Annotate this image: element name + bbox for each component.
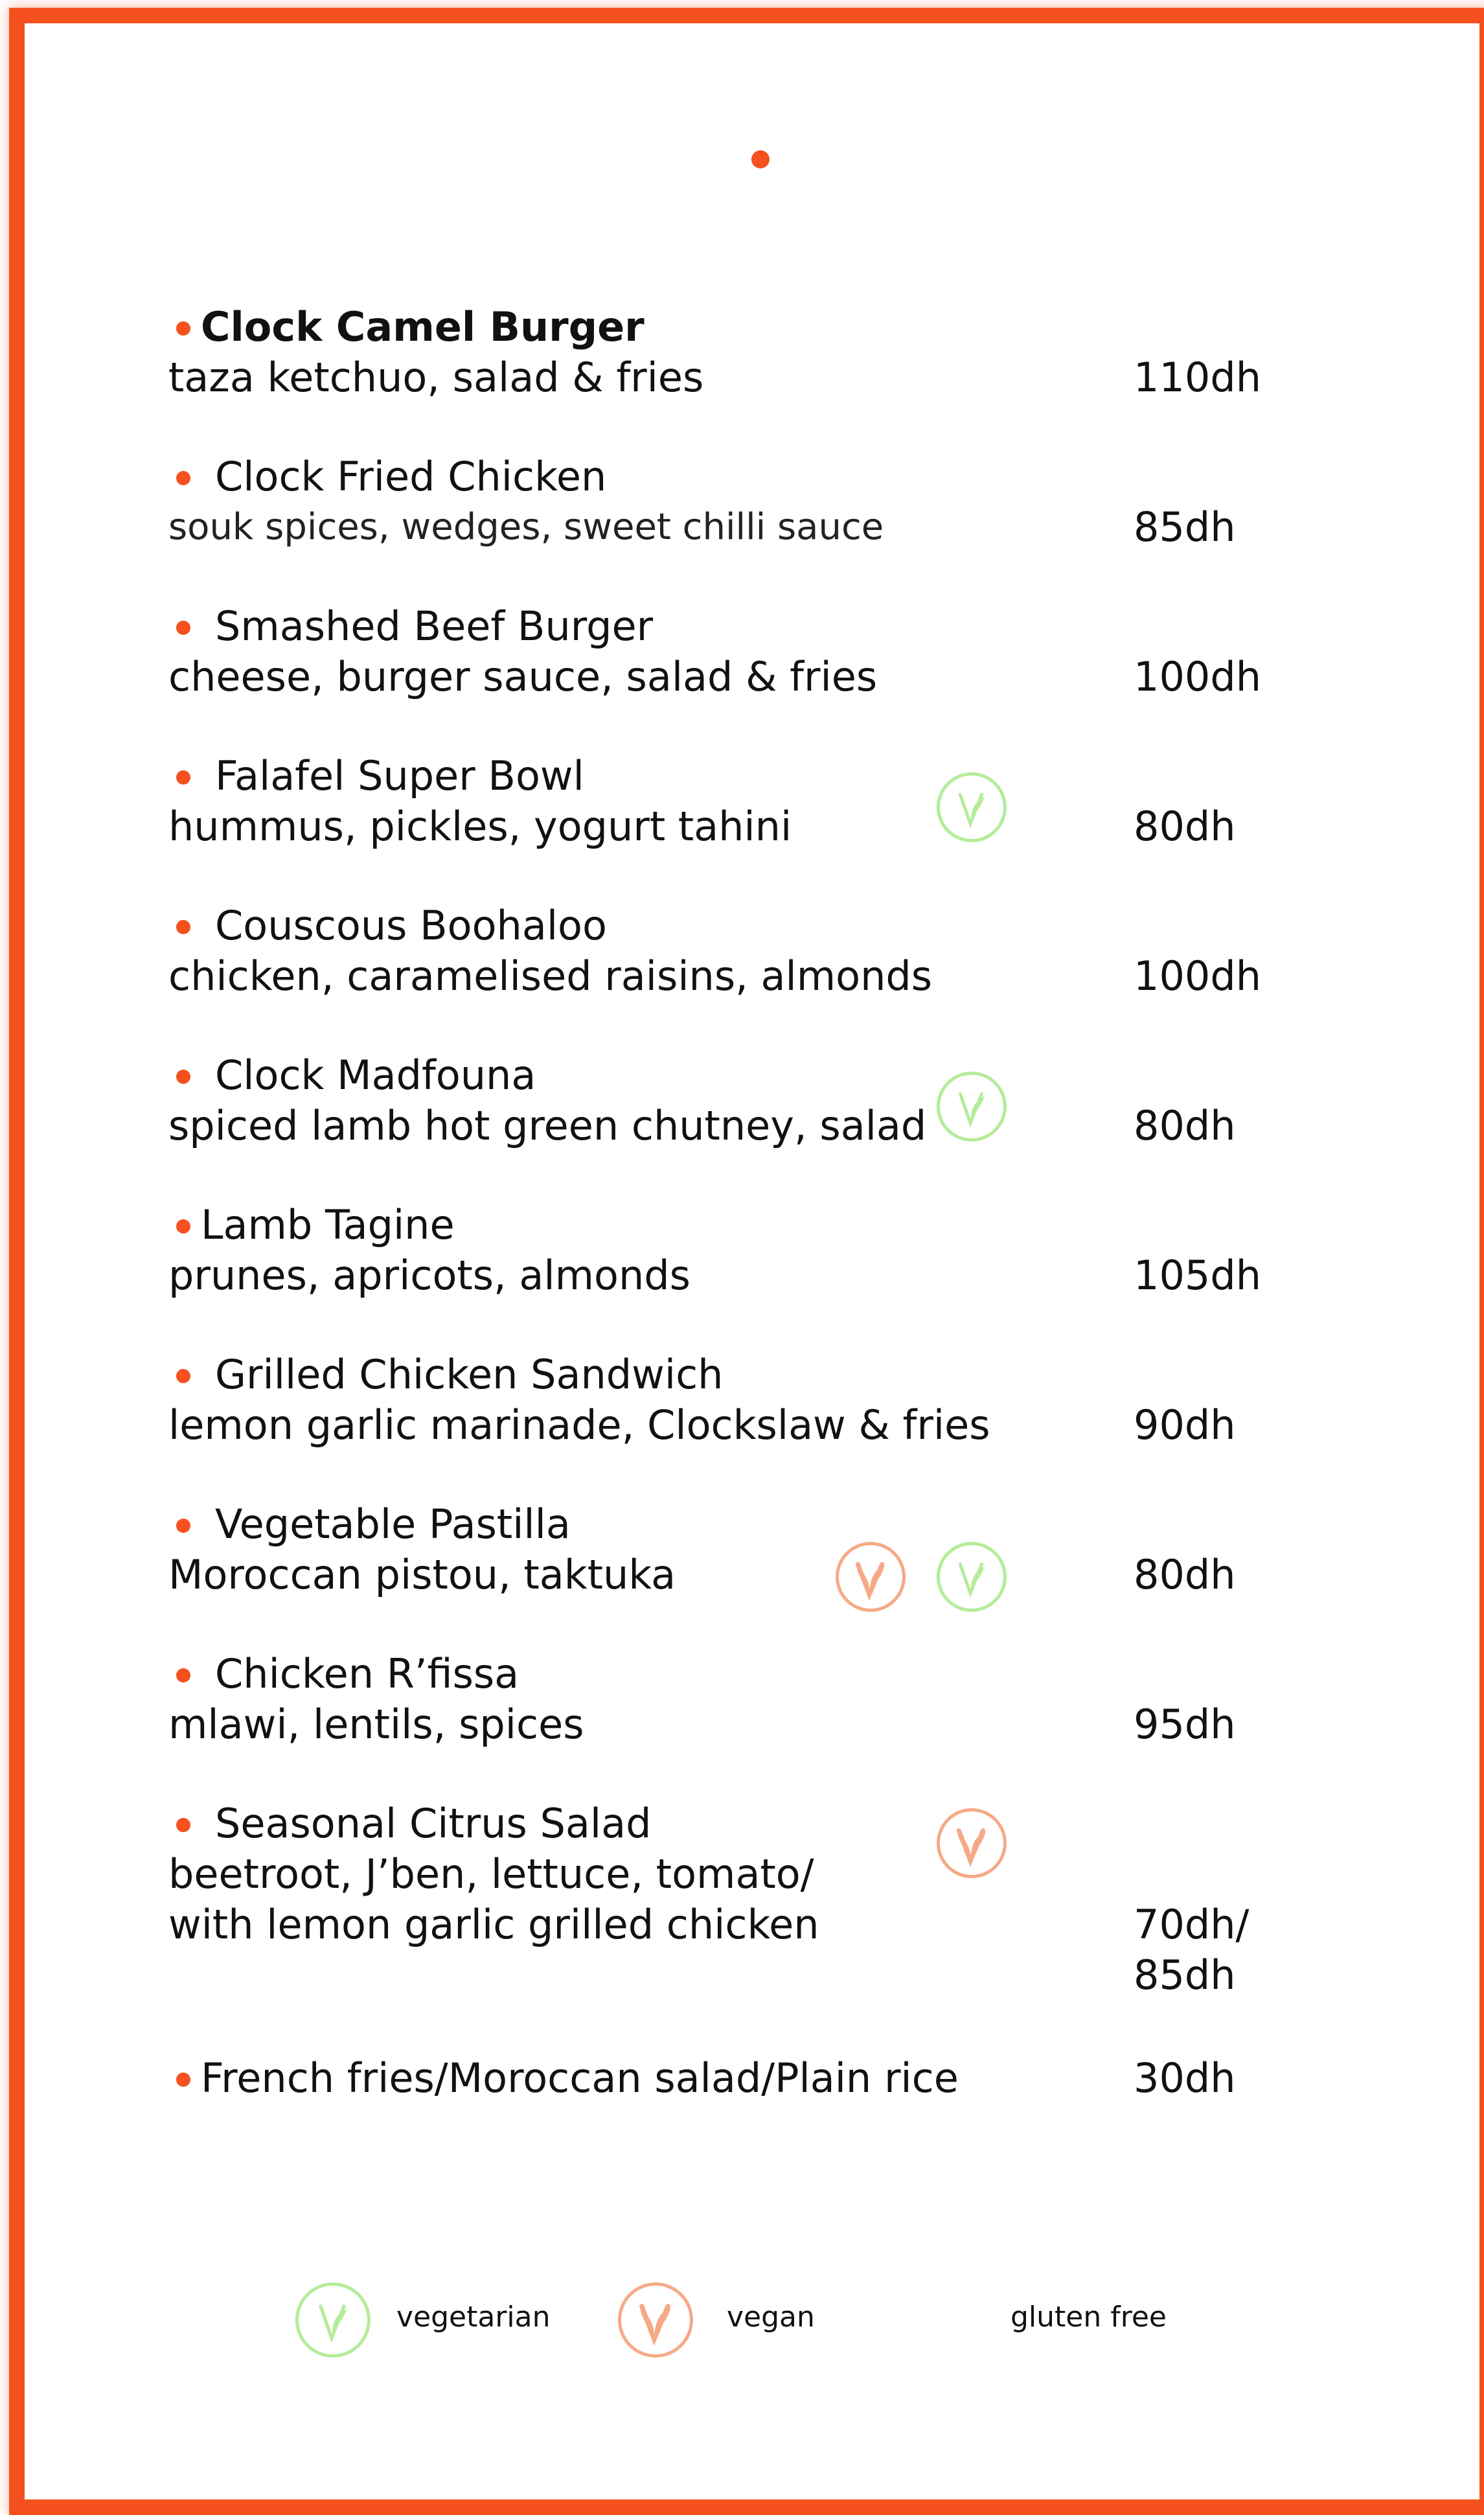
item-description: hummus, pickles, yogurt tahini bbox=[168, 803, 792, 850]
item-title: French fries/Moroccan salad/Plain rice bbox=[201, 2054, 959, 2102]
item-description: souk spices, wedges, sweet chilli sauce bbox=[168, 506, 884, 548]
gluten-free-legend-label: gluten free bbox=[1010, 2301, 1167, 2334]
item-title: Clock Madfouna bbox=[215, 1051, 536, 1099]
item-description: Moroccan pistou, taktuka bbox=[168, 1551, 676, 1598]
vegetarian-legend-icon bbox=[295, 2282, 371, 2358]
item-price: 95dh bbox=[1134, 1701, 1236, 1748]
vegetarian-icon bbox=[937, 1072, 1007, 1142]
item-price: 100dh bbox=[1134, 952, 1261, 1000]
item-price: 30dh bbox=[1134, 2054, 1236, 2102]
item-price: 105dh bbox=[1134, 1252, 1261, 1299]
vegetarian-icon bbox=[937, 772, 1007, 842]
item-price: 100dh bbox=[1134, 653, 1261, 700]
item-price: 80dh bbox=[1134, 1102, 1236, 1149]
item-title: Vegetable Pastilla bbox=[215, 1500, 571, 1548]
dietary-legend bbox=[0, 2277, 1484, 2361]
vegetarian-icon bbox=[937, 1542, 1007, 1612]
item-price: 110dh bbox=[1134, 354, 1261, 401]
item-title: Smashed Beef Burger bbox=[215, 603, 654, 650]
item-title: Clock Fried Chicken bbox=[215, 453, 607, 500]
item-description-line-2: with lemon garlic grilled chicken bbox=[168, 1901, 819, 1948]
item-description: cheese, burger sauce, salad & fries bbox=[168, 653, 878, 700]
vegan-icon bbox=[836, 1542, 906, 1612]
item-price: 80dh bbox=[1134, 1551, 1236, 1598]
item-title: Seasonal Citrus Salad bbox=[215, 1800, 652, 1847]
item-description: beetroot, J’ben, lettuce, tomato/ bbox=[168, 1850, 814, 1898]
vegan-legend-icon bbox=[618, 2282, 693, 2358]
item-title: Falafel Super Bowl bbox=[215, 752, 584, 799]
item-price: 90dh bbox=[1134, 1401, 1236, 1449]
item-title: Couscous Boohaloo bbox=[215, 902, 607, 949]
item-description: spiced lamb hot green chutney, salad bbox=[168, 1102, 927, 1149]
vegetarian-legend-label: vegetarian bbox=[396, 2301, 551, 2334]
item-description: chicken, caramelised raisins, almonds bbox=[168, 952, 933, 1000]
item-price-alt: 85dh bbox=[1134, 1951, 1236, 1999]
decorative-dot bbox=[751, 150, 770, 168]
item-price: 70dh/ bbox=[1134, 1901, 1250, 1948]
item-title: Grilled Chicken Sandwich bbox=[215, 1351, 724, 1398]
item-description: taza ketchuo, salad & fries bbox=[168, 354, 704, 401]
vegan-legend-label: vegan bbox=[727, 2301, 815, 2334]
vegan-icon bbox=[937, 1808, 1007, 1878]
item-price: 80dh bbox=[1134, 803, 1236, 850]
item-title: Clock Camel Burger bbox=[201, 303, 645, 350]
item-price: 85dh bbox=[1134, 503, 1236, 551]
item-description: prunes, apricots, almonds bbox=[168, 1252, 691, 1299]
item-title: Lamb Tagine bbox=[201, 1201, 455, 1248]
item-title: Chicken R’fissa bbox=[215, 1650, 519, 1697]
item-description: mlawi, lentils, spices bbox=[168, 1701, 584, 1748]
item-description: lemon garlic marinade, Clockslaw & fries bbox=[168, 1401, 990, 1449]
